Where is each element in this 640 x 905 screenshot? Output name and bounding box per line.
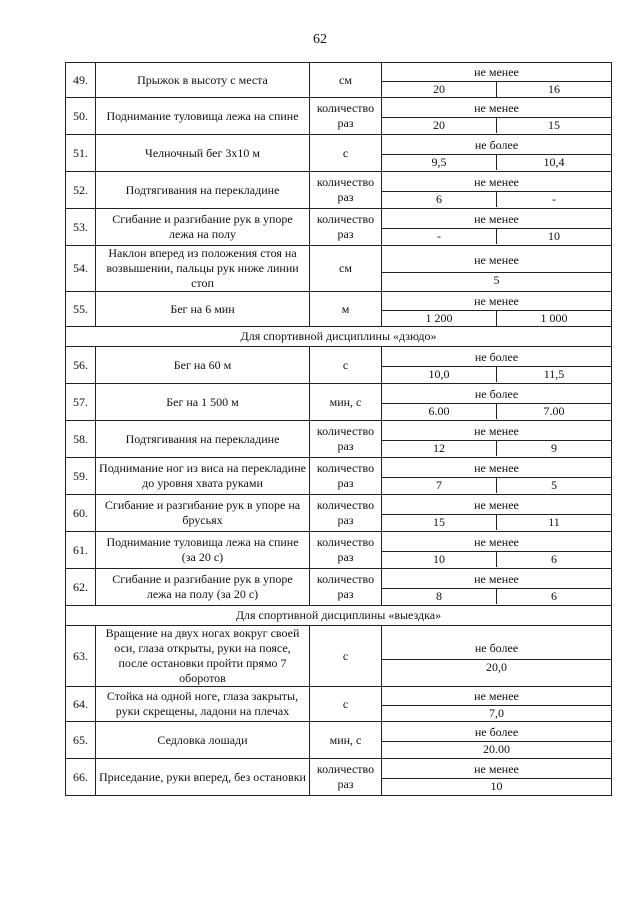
row-number: 63. [66,626,96,687]
norm-values [382,347,612,384]
norm-value-girls: 10 [548,229,560,243]
norm-value-girls: 11,5 [543,367,565,381]
section-header [66,606,612,626]
norm-condition: не более [382,385,611,404]
row-number: 61. [66,532,96,569]
exercise-name: Поднимание туловища лежа на спине [96,98,310,135]
norm-value-boys: 20 [382,118,497,134]
norms-table [65,62,612,796]
norm-value-boys: 10 [382,552,497,568]
exercise-name: Вращение на двух ногах вокруг своей оси, глаза открыты, руки на поясе, после остановки пройти прямо 7 оборотов [96,626,310,687]
table-row [66,626,612,687]
section-title: Для спортивной дисциплины «выездка» [66,606,612,626]
exercise-name: Сгибание и разгибание рук в упоре лежа на полу (за 20 с) [96,569,310,606]
norm-value: 20,0 [486,660,507,674]
row-number: 65. [66,722,96,759]
unit: см [310,63,382,98]
norm-value-girls: 11 [548,515,560,529]
table-row [66,135,612,172]
exercise-name: Подтягивания на перекладине [96,172,310,209]
unit: количество раз [310,209,382,246]
norm-condition: не менее [382,496,611,515]
exercise-name: Поднимание ног из виса на перекладине до уровня хвата руками [96,458,310,495]
norm-value-girls: 15 [548,118,560,132]
table-row [66,458,612,495]
row-number: 64. [66,687,96,722]
unit: мин, с [310,722,382,759]
norm-condition: не более [382,723,611,742]
unit: количество раз [310,421,382,458]
unit: м [310,292,382,327]
norm-value-girls: 9 [551,441,557,455]
norm-values [382,458,612,495]
norm-value: 20.00 [483,742,510,756]
unit: количество раз [310,458,382,495]
row-number: 59. [66,458,96,495]
row-number: 52. [66,172,96,209]
norm-value-boys: 10,0 [382,367,497,383]
norm-value-girls: 1 000 [540,310,568,325]
norm-values [382,246,612,292]
unit: количество раз [310,172,382,209]
exercise-name: Приседание, руки вперед, без остановки [96,759,310,796]
norm-condition: не менее [382,173,611,192]
norm-condition: не менее [382,64,611,82]
norm-values [382,98,612,135]
table-row [66,421,612,458]
unit: количество раз [310,98,382,135]
norm-values [382,421,612,458]
norm-value-boys: 6 [382,192,497,208]
table-row [66,495,612,532]
norm-value-boys: 1 200 [382,310,497,326]
table-row [66,722,612,759]
norm-values [382,384,612,421]
row-number: 53. [66,209,96,246]
table-row [66,98,612,135]
norm-value-boys: 15 [382,515,497,531]
unit: с [310,687,382,722]
norm-value-girls: 5 [551,478,557,492]
table-row [66,63,612,98]
unit: количество раз [310,532,382,569]
norm-values [382,292,612,327]
norm-value-girls: 16 [548,81,560,96]
exercise-name: Бег на 60 м [96,347,310,384]
unit: мин, с [310,384,382,421]
norm-values [382,495,612,532]
table-row [66,384,612,421]
table-row [66,532,612,569]
table-row [66,292,612,327]
norm-value-girls: 6 [551,552,557,566]
unit: количество раз [310,569,382,606]
norm-value-boys: 8 [382,589,497,605]
norm-value-girls: 6 [551,589,557,603]
table-row [66,569,612,606]
exercise-name: Бег на 1 500 м [96,384,310,421]
norm-condition: не менее [382,249,611,273]
section-header [66,327,612,347]
row-number: 57. [66,384,96,421]
unit: см [310,246,382,292]
norm-values [382,569,612,606]
row-number: 58. [66,421,96,458]
row-number: 50. [66,98,96,135]
norm-condition: не более [382,136,611,155]
row-number: 54. [66,246,96,292]
norm-condition: не менее [382,533,611,552]
norm-value-boys: - [382,229,497,245]
row-number: 49. [66,63,96,98]
row-number: 60. [66,495,96,532]
table-row [66,687,612,722]
row-number: 66. [66,759,96,796]
exercise-name: Седловка лошади [96,722,310,759]
row-number: 55. [66,292,96,327]
table-row [66,172,612,209]
norm-condition: не более [382,637,611,660]
norm-condition: не менее [382,760,611,779]
page-number: 62 [313,32,327,47]
norm-value-boys: 20 [382,81,497,97]
norm-value-boys: 12 [382,441,497,457]
norm-values [382,63,612,98]
table-row [66,759,612,796]
norm-values [382,172,612,209]
exercise-name: Бег на 6 мин [96,292,310,327]
unit: количество раз [310,495,382,532]
norm-values [382,626,612,687]
table-row [66,209,612,246]
unit: с [310,347,382,384]
norm-values [382,532,612,569]
exercise-name: Стойка на одной ноге, глаза закрыты, руки скрещены, ладони на плечах [96,687,310,722]
norm-values [382,135,612,172]
norm-value: 7,0 [489,705,504,720]
unit: с [310,135,382,172]
norm-value-boys: 9,5 [382,155,497,171]
norm-condition: не менее [382,570,611,589]
exercise-name: Сгибание и разгибание рук в упоре на брусьях [96,495,310,532]
exercise-name: Прыжок в высоту с места [96,63,310,98]
norm-condition: не менее [382,422,611,441]
norm-values [382,722,612,759]
row-number: 56. [66,347,96,384]
exercise-name: Поднимание туловища лежа на спине (за 20 с) [96,532,310,569]
table-row [66,347,612,384]
unit: с [310,626,382,687]
section-title: Для спортивной дисциплины «дзюдо» [66,327,612,347]
exercise-name: Наклон вперед из положения стоя на возвышении, пальцы рук ниже линии стоп [96,246,310,292]
exercise-name: Сгибание и разгибание рук в упоре лежа на полу [96,209,310,246]
norm-condition: не менее [382,210,611,229]
norm-condition: не менее [382,688,611,706]
norm-value: 5 [493,273,500,287]
norm-value-girls: 10,4 [543,155,565,169]
norm-value: 10 [490,779,503,793]
norm-value-girls: 7.00 [543,404,565,418]
row-number: 51. [66,135,96,172]
norm-values [382,687,612,722]
exercise-name: Челночный бег 3х10 м [96,135,310,172]
norm-condition: не менее [382,459,611,478]
norm-value-boys: 7 [382,478,497,494]
norm-values [382,209,612,246]
table-row [66,246,612,292]
norm-condition: не менее [382,99,611,118]
norm-values [382,759,612,796]
exercise-name: Подтягивания на перекладине [96,421,310,458]
unit: количество раз [310,759,382,796]
row-number: 62. [66,569,96,606]
norm-value-boys: 6.00 [382,404,497,420]
norm-value-girls: - [552,192,556,206]
norm-condition: не менее [382,293,611,311]
norm-condition: не более [382,348,611,367]
